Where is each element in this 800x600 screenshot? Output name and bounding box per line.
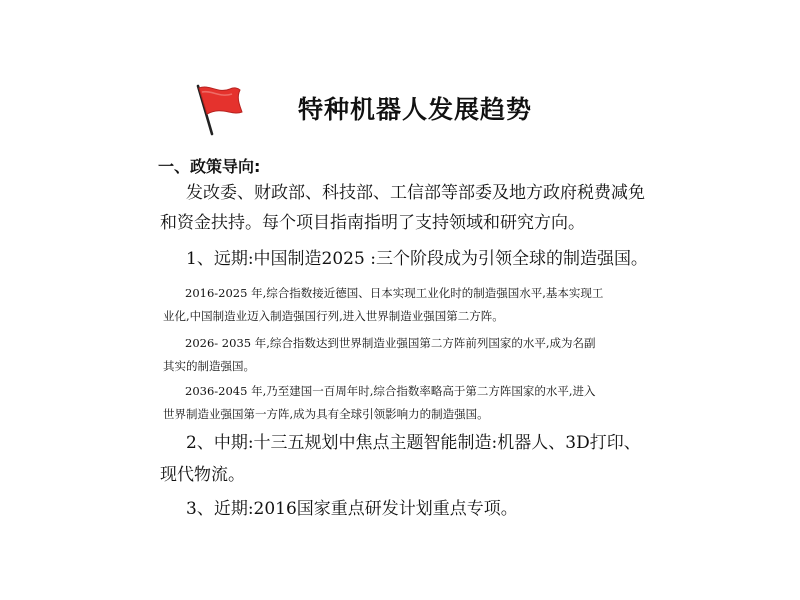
stage1-line-2: 业化,中国制造业迈入制造强国行列,进入世界制造业强国第二方阵。 xyxy=(163,309,504,323)
page-title: 特种机器人发展趋势 xyxy=(298,95,533,124)
intro-line-1: 发改委、财政部、科技部、工信部等部委及地方政府税费减免 xyxy=(186,183,645,203)
long-term-item: 1、远期:中国制造2025 :三个阶段成为引领全球的制造强国。 xyxy=(186,249,648,269)
intro-line-2: 和资金扶持。每个项目指南指明了支持领域和研究方向。 xyxy=(160,213,585,233)
stage2-line-1: 2026- 2035 年,综合指数达到世界制造业强国第二方阵前列国家的水平,成为名副 xyxy=(185,336,596,350)
stage2-line-2: 其实的制造强国。 xyxy=(163,359,255,373)
mid-term-line-2: 现代物流。 xyxy=(160,465,245,485)
stage3-line-2: 世界制造业强国第一方阵,成为具有全球引领影响力的制造强国。 xyxy=(163,407,489,421)
near-term-item: 3、近期:2016国家重点研发计划重点专项。 xyxy=(186,499,518,519)
mid-term-line-1: 2、中期:十三五规划中焦点主题智能制造:机器人、3D打印、 xyxy=(186,433,641,453)
red-flag-icon xyxy=(190,82,246,138)
section-heading: 一、政策导向: xyxy=(158,157,261,176)
stage1-line-1: 2016-2025 年,综合指数接近德国、日本实现工业化时的制造强国水平,基本实现工 xyxy=(185,286,604,300)
stage3-line-1: 2036-2045 年,乃至建国一百周年时,综合指数率略高于第二方阵国家的水平,进入 xyxy=(185,384,596,398)
